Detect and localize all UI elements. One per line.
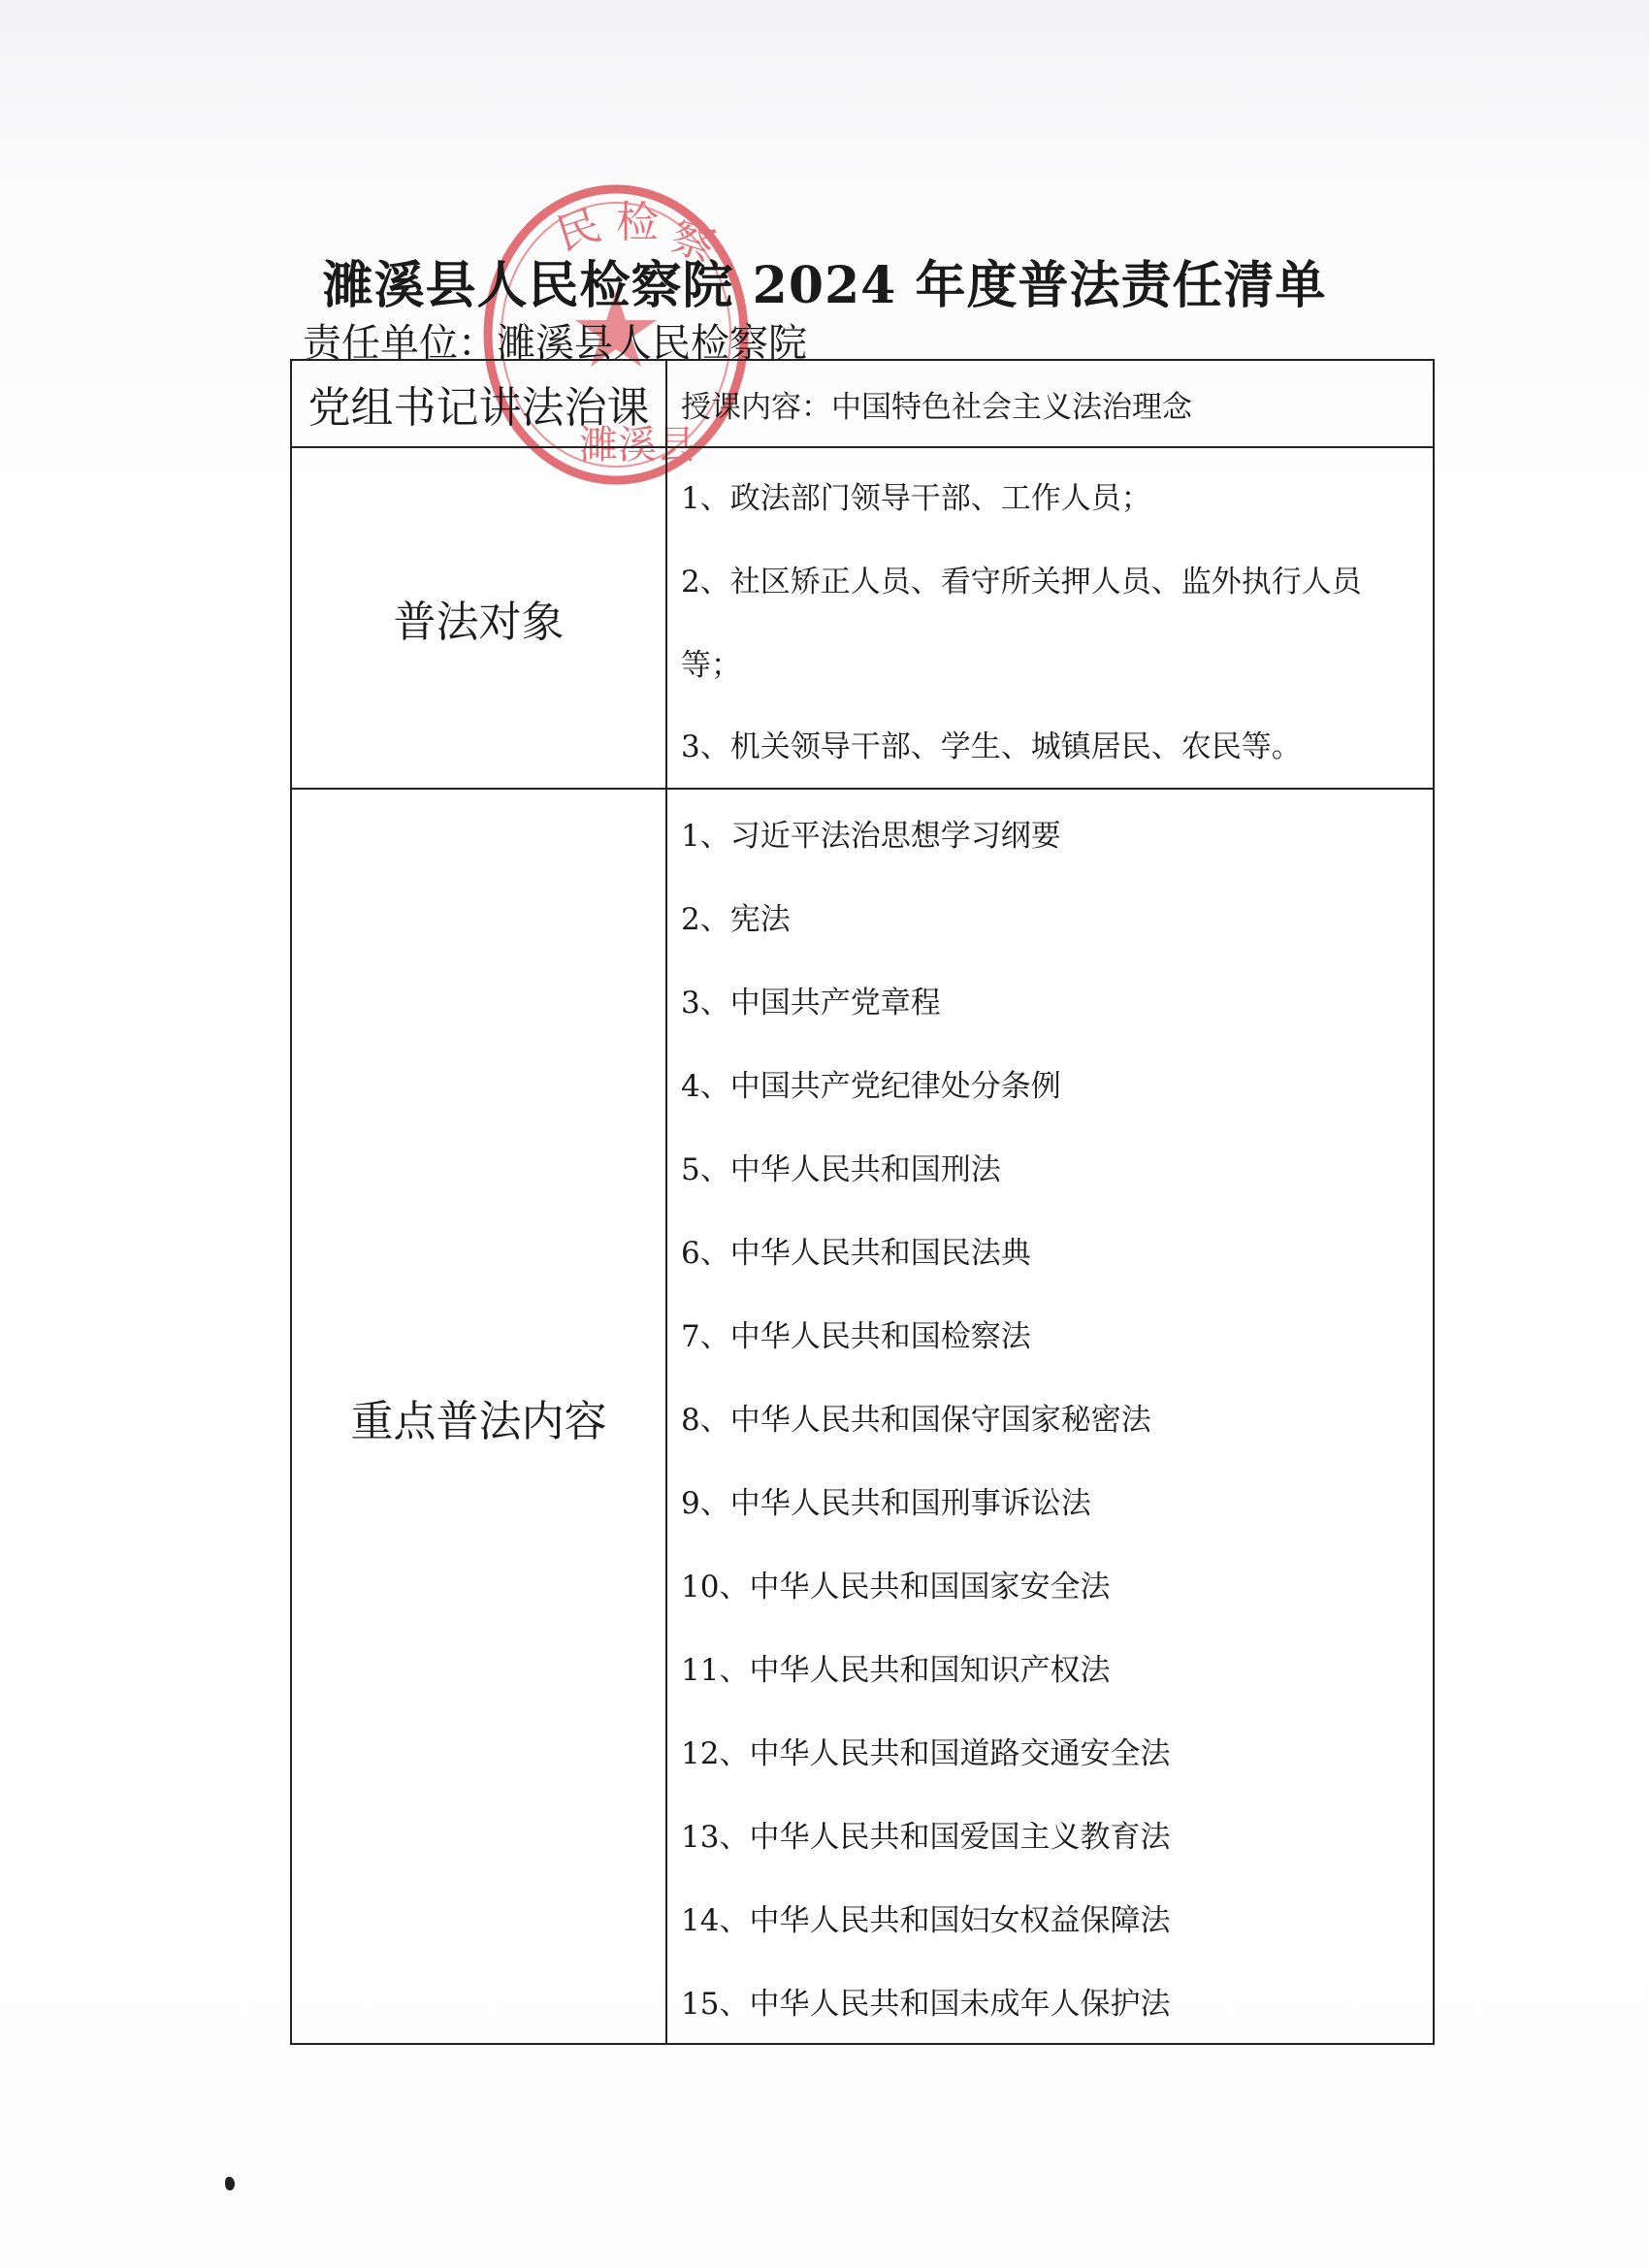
- table-row-lecture: [292, 361, 1433, 446]
- list-item: 9、中华人民共和国刑事诉讼法: [681, 1486, 1091, 1521]
- table-row-key-content: [292, 788, 1433, 2045]
- svg-text:濉溪县: 濉溪县: [579, 423, 695, 468]
- responsibility-table: [290, 359, 1435, 2045]
- audience-line: 2、社区矫正人员、看守所关押人员、监外执行人员: [681, 565, 1362, 599]
- audience-line: 3、机关领导干部、学生、城镇居民、农民等。: [681, 729, 1302, 764]
- scan-speck: [225, 2177, 235, 2190]
- document-title: 濉溪县人民检察院 2024 年度普法责任清单: [322, 256, 1327, 315]
- table-row-audience: [292, 446, 1433, 788]
- row-label-audience: 普法对象: [292, 448, 667, 788]
- list-item: 2、宪法: [681, 902, 791, 937]
- svg-text:民: 民: [550, 200, 607, 261]
- list-item: 13、中华人民共和国爱国主义教育法: [681, 1820, 1171, 1855]
- lecture-content-cell: [667, 361, 1433, 446]
- svg-text:检: 检: [616, 198, 659, 247]
- list-item: 14、中华人民共和国妇女权益保障法: [681, 1903, 1171, 1938]
- list-item: 10、中华人民共和国国家安全法: [681, 1570, 1111, 1604]
- list-item: 7、中华人民共和国检察法: [681, 1319, 1031, 1354]
- list-item: 4、中国共产党纪律处分条例: [681, 1069, 1061, 1104]
- audience-line: 等；: [681, 648, 741, 683]
- list-item: 3、中国共产党章程: [681, 986, 941, 1021]
- list-item: 5、中华人民共和国刑法: [681, 1152, 1001, 1187]
- list-item: 1、习近平法治思想学习纲要: [681, 819, 1061, 854]
- audience-line: 1、政法部门领导干部、工作人员；: [681, 481, 1151, 516]
- responsible-unit: 责任单位：濉溪县人民检察院: [303, 321, 807, 366]
- row-label-key-content: 重点普法内容: [292, 790, 667, 2045]
- list-item: 12、中华人民共和国道路交通安全法: [681, 1736, 1171, 1771]
- audience-cell: [667, 448, 1433, 788]
- list-item: 11、中华人民共和国知识产权法: [681, 1653, 1111, 1688]
- list-item: 15、中华人民共和国未成年人保护法: [681, 1987, 1171, 2022]
- row-label-lecture: 党组书记讲法治课: [292, 361, 667, 446]
- lecture-content: 授课内容：中国特色社会主义法治理念: [681, 390, 1192, 425]
- svg-text:察: 察: [664, 211, 722, 273]
- list-item: 8、中华人民共和国保守国家秘密法: [681, 1403, 1151, 1438]
- key-content-cell: [667, 790, 1433, 2045]
- list-item: 6、中华人民共和国民法典: [681, 1236, 1031, 1271]
